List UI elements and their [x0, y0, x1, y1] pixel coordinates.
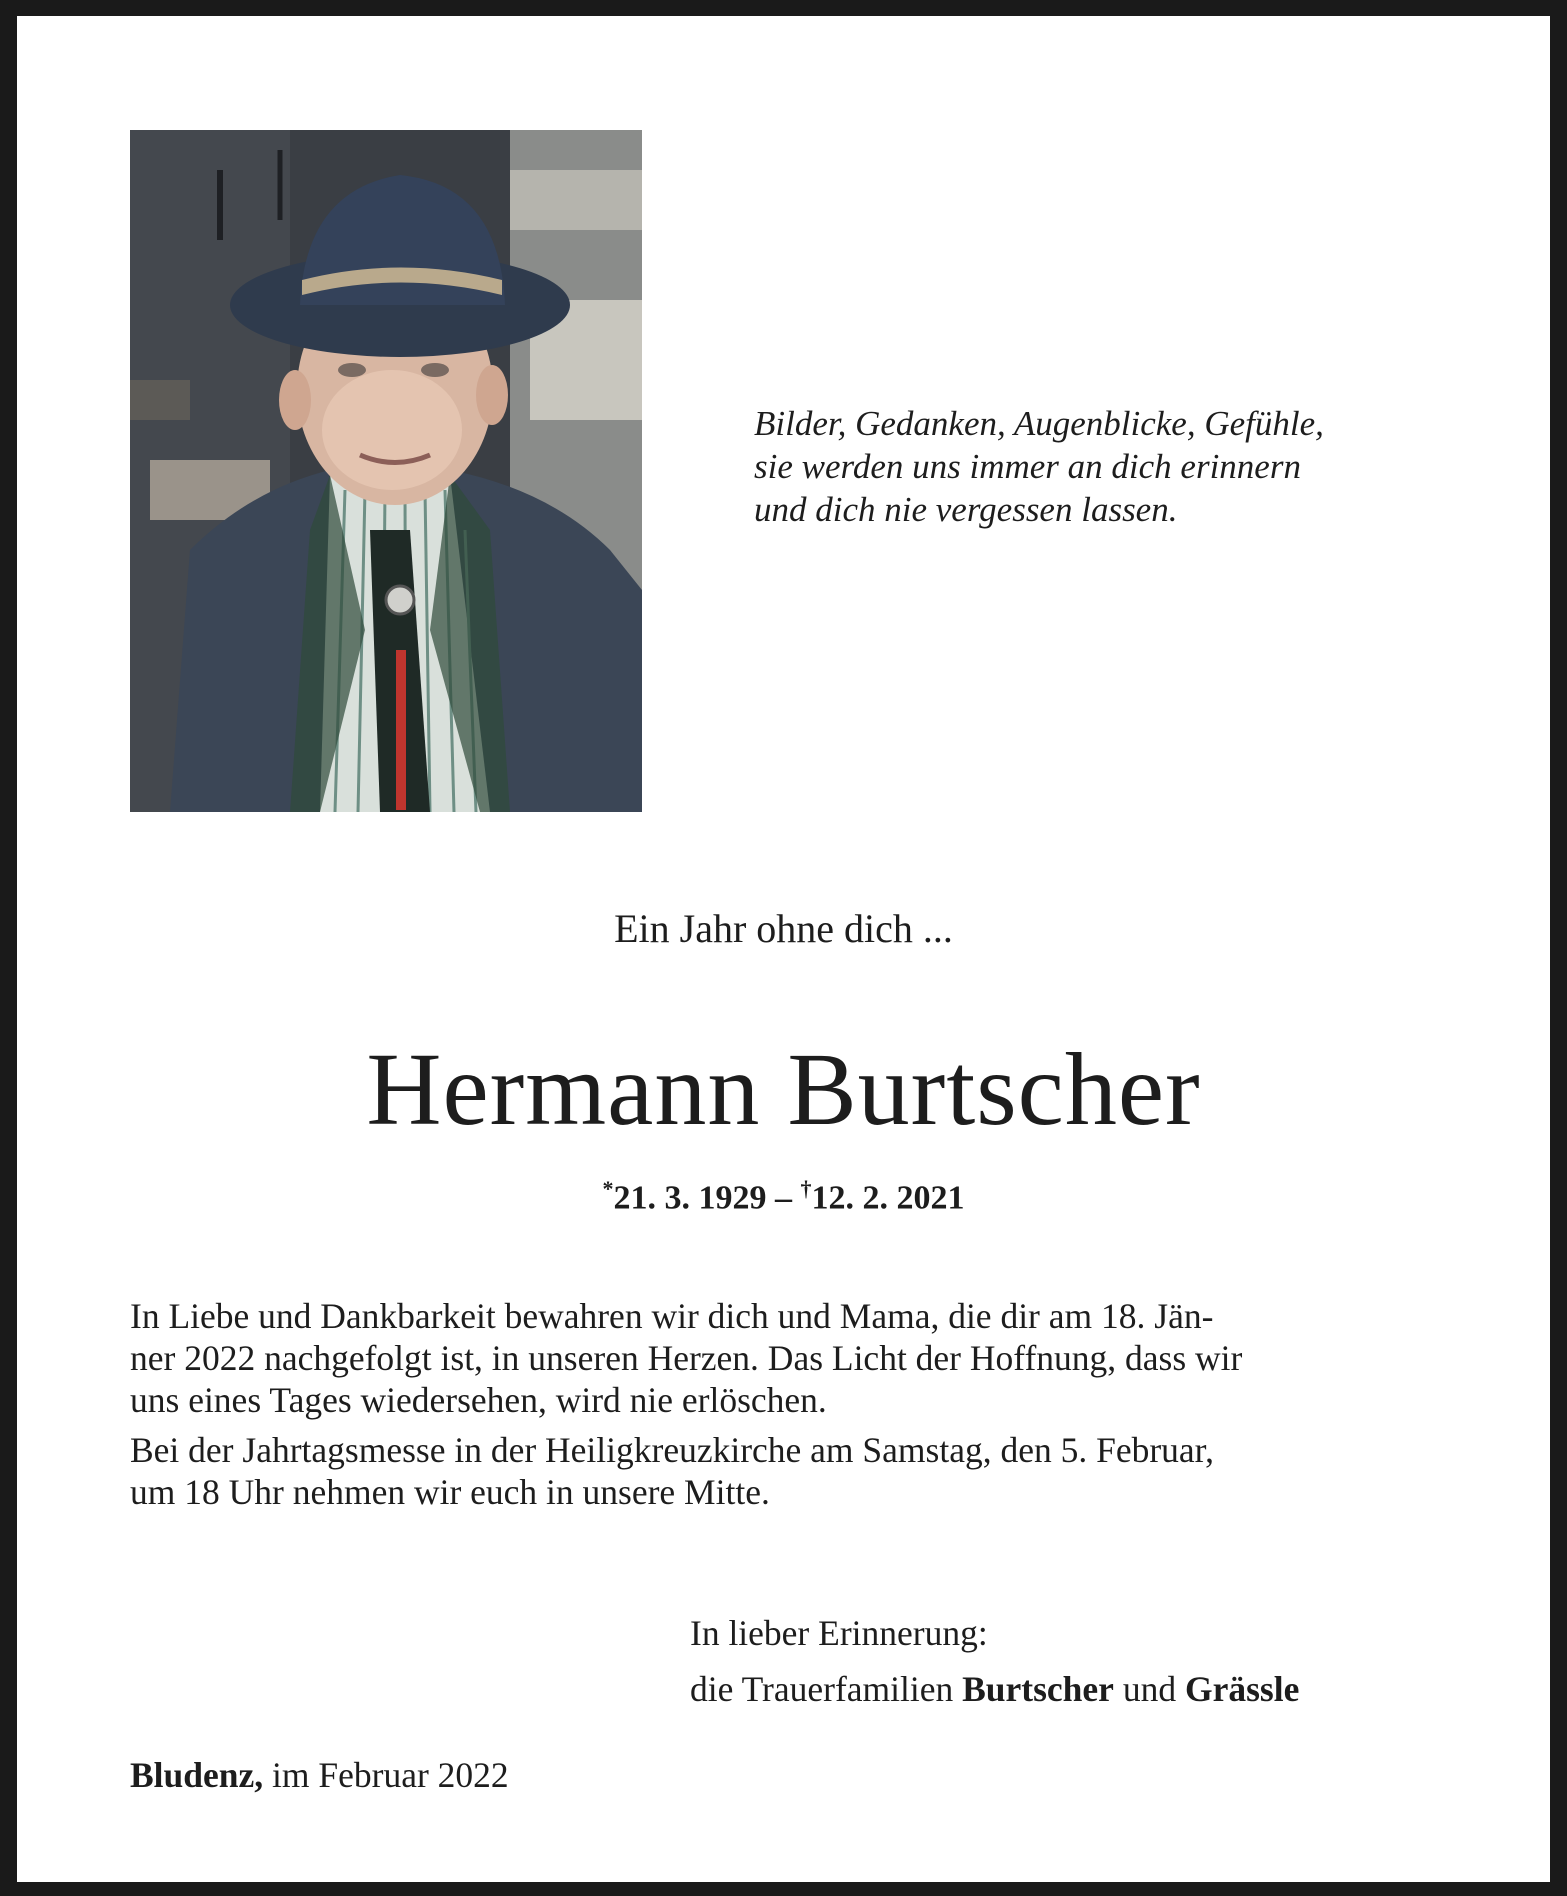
death-date: 12. 2. 2021 — [811, 1179, 965, 1217]
birth-date: 21. 3. 1929 — [613, 1179, 767, 1217]
place-city: Bludenz, — [130, 1755, 264, 1795]
place-month: im Februar 2022 — [263, 1755, 509, 1795]
death-symbol: † — [800, 1176, 812, 1201]
memorial-quote — [754, 402, 1474, 531]
family-name: Grässle — [1184, 1669, 1300, 1709]
family-connector: und — [1113, 1669, 1185, 1709]
intro-heading: Ein Jahr ohne dich ... — [614, 906, 953, 951]
paragraph — [130, 1429, 1442, 1513]
text-line: um 18 Uhr nehmen wir euch in unsere Mitte. — [130, 1472, 770, 1512]
portrait-photo — [130, 130, 642, 812]
family-line — [690, 1661, 1470, 1717]
family-name: Burtscher — [962, 1669, 1114, 1709]
family-prefix: die Trauerfamilien — [690, 1669, 963, 1709]
text-line: ner 2022 nachgefolgt ist, in unseren Herzen. Das Licht der Hoffnung, dass wir — [130, 1338, 1243, 1378]
deceased-name: Hermann Burtscher — [366, 1032, 1201, 1147]
text-line: In Liebe und Dankbarkeit bewahren wir dich und Mama, die dir am 18. Jän- — [130, 1296, 1214, 1336]
quote-line: Bilder, Gedanken, Augenblicke, Gefühle, — [754, 404, 1324, 443]
birth-symbol: * — [602, 1176, 614, 1201]
place-date — [130, 1754, 509, 1796]
memorial-text — [130, 1295, 1442, 1513]
quote-line: sie werden uns immer an dich erinnern — [754, 447, 1301, 486]
text-line: uns eines Tages wiedersehen, wird nie erlöschen. — [130, 1380, 827, 1420]
closing-line: In lieber Erinnerung: — [690, 1613, 988, 1653]
life-dates — [0, 1176, 1567, 1217]
date-separator: – — [766, 1179, 801, 1217]
quote-line: und dich nie vergessen lassen. — [754, 490, 1178, 529]
paragraph — [130, 1295, 1442, 1421]
text-line: Bei der Jahrtagsmesse in der Heiligkreuzkirche am Samstag, den 5. Februar, — [130, 1430, 1214, 1470]
signature-block — [690, 1605, 1470, 1717]
